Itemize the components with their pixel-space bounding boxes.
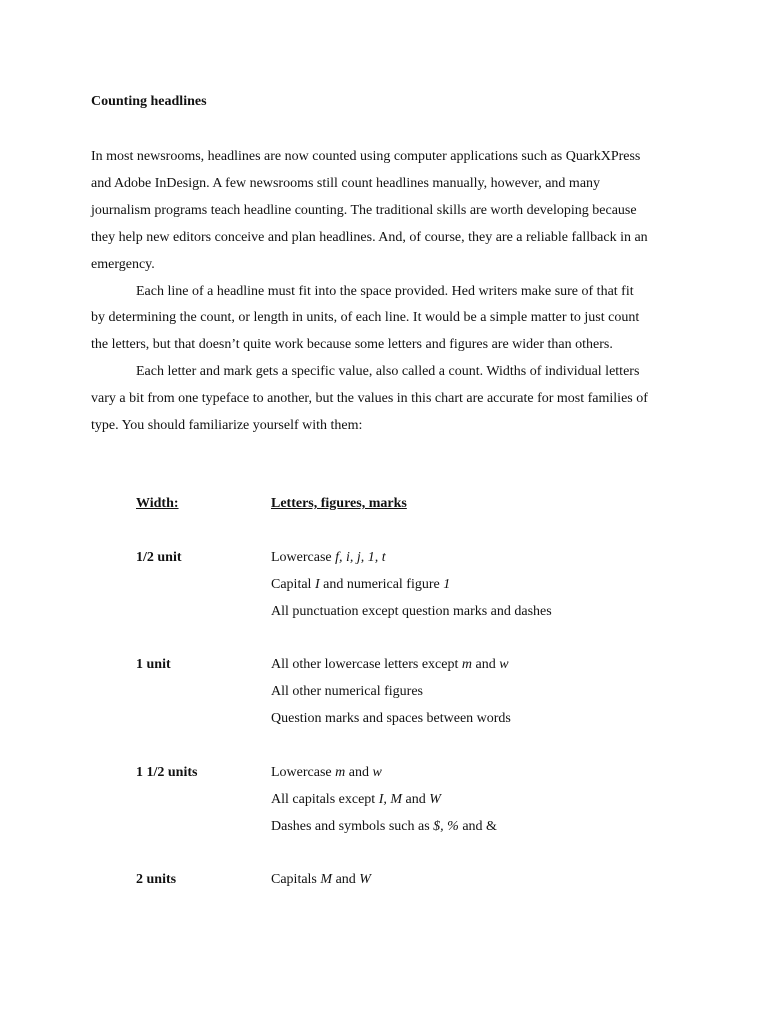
table-row [136,760,696,787]
unit-width-label [136,814,271,841]
table-row [136,814,696,841]
letters-description: Lowercase f, i, j, 1, t [271,549,386,565]
paragraph-3: Each letter and mark gets a specific value, also called a count. Widths of individual letters vary a bit from one typeface to another, but the values in this chart are accurate for most families of type. You should familiarize yourself with them: [91,364,648,434]
letters-description: All other numerical figures [271,684,424,700]
table-row [136,867,696,894]
table-row [136,679,696,706]
unit-width-label [136,599,271,626]
letters-description: All punctuation except question marks and dashes [271,603,552,619]
letters-description: Capitals M and W [271,872,371,888]
paragraph-2: Each line of a headline must fit into the space provided. Hed writers make sure of that fit by determining the count, or length in units, of each line. It would be a simple matter to just count the letters, but that doesn’t quite work because some letters and figures are wider than others. [91,283,640,353]
table-row [136,787,696,814]
letters-description: Lowercase m and w [271,764,382,780]
letters-description: Dashes and symbols such as $, % and & [271,818,497,834]
unit-width-label: 2 units [136,872,177,888]
table-row [136,706,696,733]
unit-width-label: 1 1/2 units [136,764,198,780]
table-row [136,572,696,599]
unit-width-label [136,787,271,814]
unit-width-label: 1 unit [136,657,171,673]
width-header: Width: [136,496,179,511]
table-row [136,599,696,626]
unit-width-label [136,706,271,733]
table-row [136,652,696,679]
unit-width-label: 1/2 unit [136,549,182,565]
letters-description: Question marks and spaces between words [271,711,511,727]
letters-description: All other lowercase letters except m and w [271,657,509,673]
unit-width-label [136,572,271,599]
letters-description: Capital I and numerical figure 1 [271,576,451,592]
unit-width-label [136,679,271,706]
unit-width-table [136,491,696,894]
letters-description: All capitals except I, M and W [271,791,441,807]
table-groups [136,545,696,895]
body-text [91,144,651,440]
paragraph-1: In most newsrooms, headlines are now counted using computer applications such as QuarkXPress and Adobe InDesign. A few newsrooms still count headlines manually, however, and many journalism programs teach headline counting. The traditional skills are worth developing because they help new editors conceive and plan headlines. And, of course, they are a reliable fallback in an emergency. [91,149,648,272]
document-title: Counting headlines [91,94,207,109]
letters-header: Letters, figures, marks [271,496,407,511]
table-header [136,491,696,518]
table-row [136,545,696,572]
